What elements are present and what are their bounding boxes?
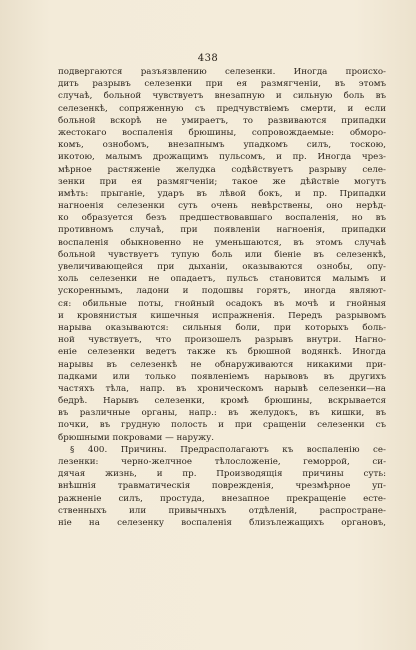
- body-text: [58, 66, 386, 529]
- text-line: нагноенія селезенки суть очень невѣрствены, оно нерѣд-: [58, 201, 386, 212]
- text-line: въ различные органы, напр.: въ желудокъ, въ кишки, въ: [58, 408, 386, 419]
- text-line: дить разрывъ селезенки при ея размягченіи, въ этомъ: [58, 79, 386, 90]
- text-line: комъ, ознобомъ, внезапнымъ упадкомъ силъ, тоскою,: [58, 140, 386, 151]
- text-line: дячая жизнь, и пр. Производящія причины суть:: [58, 469, 386, 480]
- text-line: ражненіе силъ, простуда, внезапное прекращеніе есте-: [58, 493, 386, 504]
- text-line: жестокаго воспаленія брюшины, сопровождаемые: обморо-: [58, 127, 386, 138]
- text-line: ной чувствуетъ, что произошелъ разрывъ внутри. Нагно-: [58, 335, 386, 346]
- text-line: падками или только появленіемъ нарывовъ въ другихъ: [58, 371, 386, 382]
- text-line: лезенки: черно-желчное тѣлосложеніе, геморрой, си-: [58, 457, 386, 467]
- text-line: противномъ случаѣ, при появленіи нагноенія, припадки: [58, 225, 386, 236]
- text-line: случаѣ, больной чувствуетъ внезапную и сильную боль въ: [58, 91, 386, 102]
- text-line: увеличивающейся при дыханіи, оказываются ознобы, опу-: [58, 262, 386, 272]
- text-line: имѣть: прыганіе, ударъ въ лѣвой бокъ, и пр. Припадки: [58, 188, 386, 199]
- page-number: 438: [197, 53, 219, 64]
- text-line: ніе на селезенку воспаленія близълежащихъ органовъ,: [58, 517, 386, 528]
- text-line: ся: обильные поты, гнойный осадокъ въ мочѣ и гнойныя: [58, 298, 386, 309]
- text-line: внѣшнія травматическія поврежденія, чрезмѣрное уп-: [58, 481, 386, 492]
- text-line: зенки при ея размягченіи; такое же дѣйствіе могутъ: [58, 176, 386, 187]
- text-line: ко образуется безъ предшествовавшаго воспаленія, но въ: [58, 213, 386, 224]
- text-line: еніе селезенки ведетъ также къ брюшной водянкѣ. Иногда: [58, 347, 386, 358]
- text-line: нарывы въ селезенкѣ не обнаруживаются никакими при-: [58, 359, 386, 370]
- text-line: брюшными покровами — наружу.: [58, 432, 215, 443]
- text-line: ускореннымъ, ладони и подошвы горятъ, иногда являют-: [58, 286, 386, 297]
- text-line: нарыва оказываются: сильныя боли, при которыхъ боль-: [58, 322, 386, 333]
- text-line: икотою, малымъ дрожащимъ пульсомъ, и пр. Иногда чрез-: [58, 152, 386, 163]
- text-line: подвергаются разъязвлению селезенки. Иногда происхо-: [58, 67, 386, 77]
- text-line: ственныхъ или привычныхъ отдѣленій, распростране-: [58, 505, 386, 516]
- text-line: мѣрное растяженіе желудка содѣйствуетъ разрыву селе-: [58, 164, 386, 175]
- text-line: почки, въ грудную полость и при сращеніи селезенки съ: [58, 420, 386, 431]
- text-line: воспаленія обыкновенно не уменьшаются, въ этомъ случаѣ: [58, 237, 386, 248]
- text-line: § 400. Причины. Предрасполагаютъ къ воспаленію се-: [70, 444, 386, 455]
- text-line: бедрѣ. Нарывъ селезенки, кромѣ брюшины, вскрывается: [58, 396, 386, 407]
- text-line: больной чувствуетъ тупую боль или біеніе въ селезенкѣ,: [58, 249, 386, 260]
- text-line: частяхъ тѣла, напр. въ хроническомъ нарывѣ селезенки—на: [58, 383, 386, 394]
- text-line: больной вскорѣ не умираетъ, то развиваются припадки: [58, 115, 386, 126]
- text-line: селезенкѣ, сопряженную съ предчувствіемъ смерти, и если: [58, 103, 386, 114]
- text-line: и кровянистыя кишечныя испражненія. Передъ разрывомъ: [58, 310, 386, 321]
- text-line: холь селезенки не опадаетъ, пульсъ становится малымъ и: [58, 274, 386, 285]
